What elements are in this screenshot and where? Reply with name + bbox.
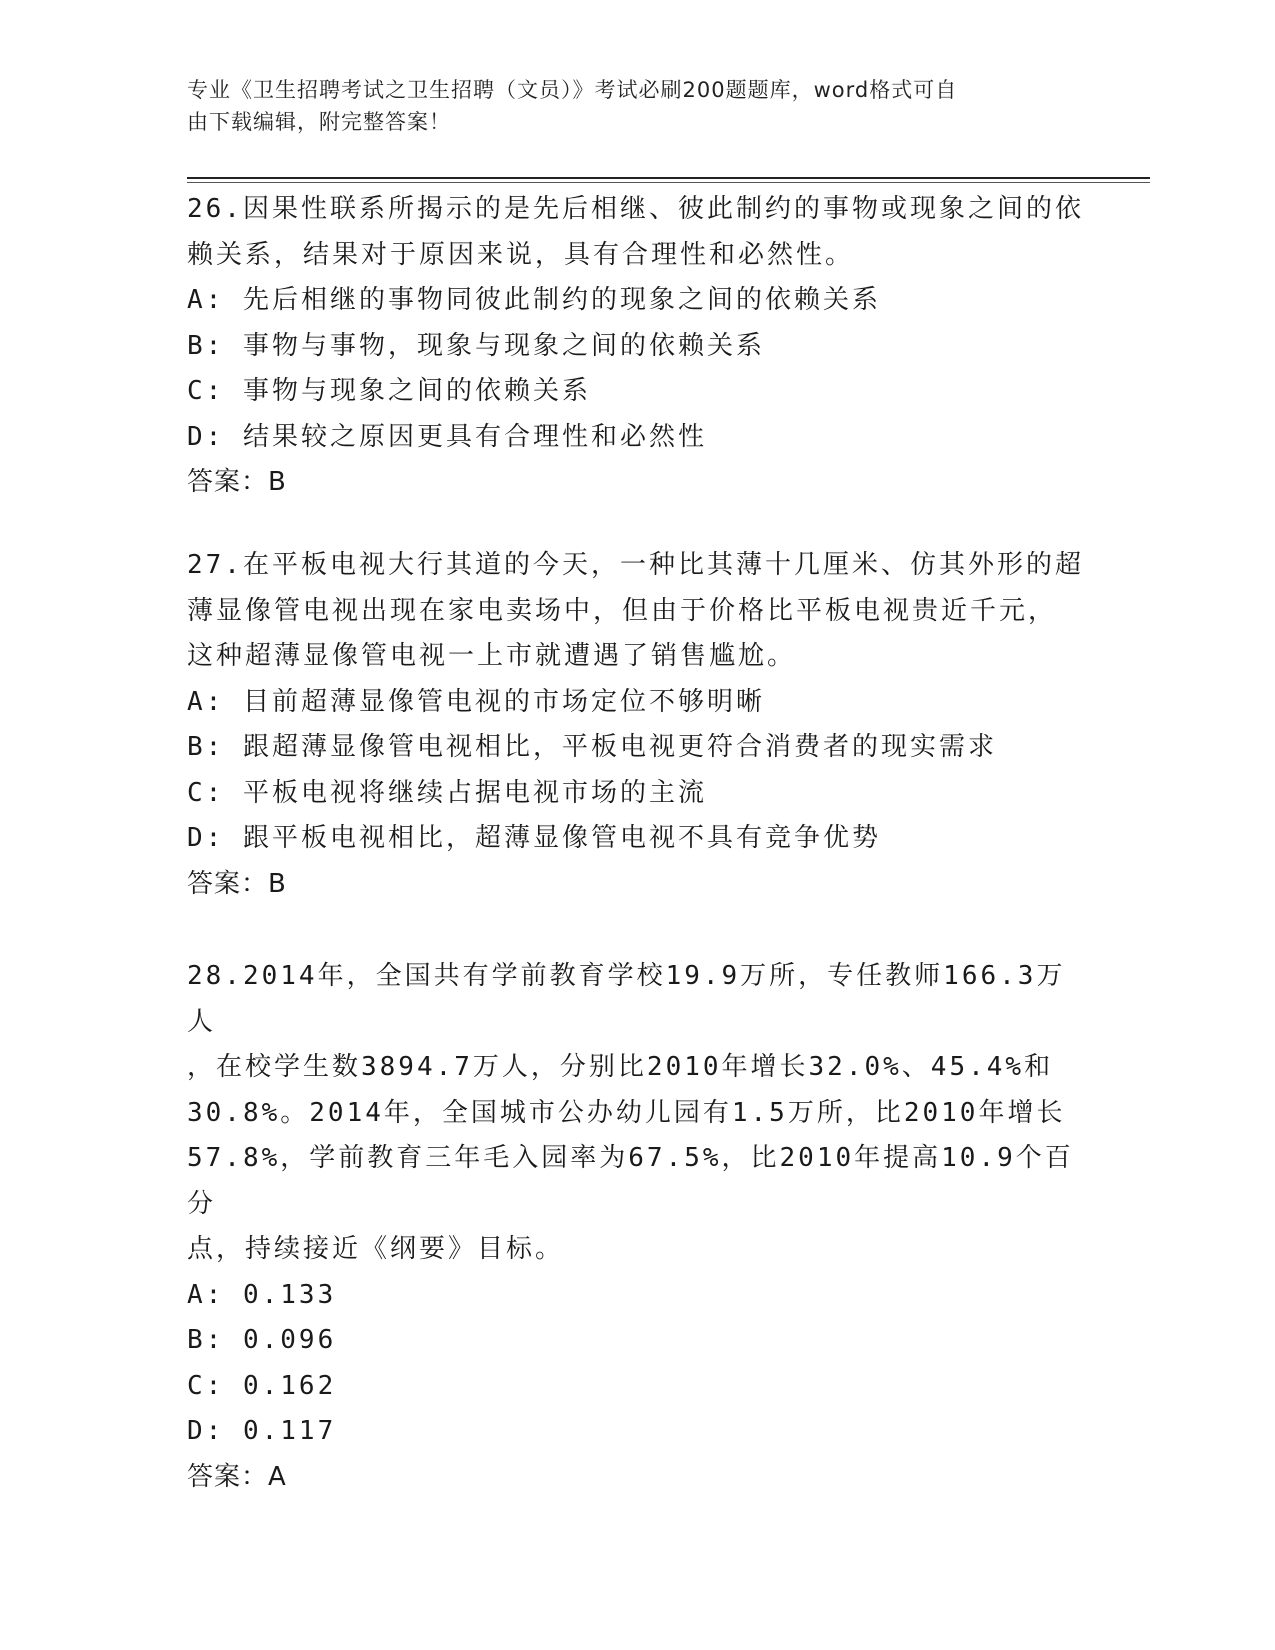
question-stem-line: 28.2014年，全国共有学前教育学校19.9万所，专任教师166.3万人 bbox=[187, 961, 1066, 1037]
option-b: B: 跟超薄显像管电视相比，平板电视更符合消费者的现实需求 bbox=[187, 732, 997, 762]
option-d: D: 0.117 bbox=[187, 1416, 337, 1446]
answer: 答案：B bbox=[187, 868, 287, 899]
question-stem-line: 27.在平板电视大行其道的今天，一种比其薄十几厘米、仿其外形的超 bbox=[187, 550, 1084, 580]
option-c: C: 0.162 bbox=[187, 1370, 337, 1401]
option-c: C: 平板电视将继续占据电视市场的主流 bbox=[187, 777, 707, 808]
answer: 答案：B bbox=[187, 467, 287, 497]
question-27 bbox=[187, 543, 1087, 907]
answer: 答案：A bbox=[187, 1461, 287, 1492]
option-d: D: 跟平板电视相比，超薄显像管电视不具有竞争优势 bbox=[187, 823, 881, 853]
option-d: D: 结果较之原因更具有合理性和必然性 bbox=[187, 421, 707, 452]
option-c: C: 事物与现象之间的依赖关系 bbox=[187, 376, 591, 406]
header-line-2: 由下载编辑，附完整答案！ bbox=[187, 110, 451, 134]
question-stem-line: ，在校学生数3894.7万人，分别比2010年增长32.0%、45.4%和 bbox=[187, 1052, 1054, 1082]
question-stem-line: 赖关系，结果对于原因来说，具有合理性和必然性。 bbox=[187, 239, 855, 270]
question-stem-line: 点，持续接近《纲要》目标。 bbox=[187, 1234, 565, 1264]
question-28 bbox=[187, 954, 1087, 1500]
header-line-1: 专业《卫生招聘考试之卫生招聘（文员）》考试必刷200题题库，word格式可自 bbox=[187, 78, 958, 102]
option-a: A: 0.133 bbox=[187, 1279, 337, 1310]
document-header bbox=[187, 74, 1067, 138]
header-divider-thick bbox=[187, 177, 1150, 179]
option-a: A: 目前超薄显像管电视的市场定位不够明晰 bbox=[187, 686, 765, 717]
question-stem-line: 57.8%，学前教育三年毛入园率为67.5%，比2010年提高10.9个百分 bbox=[187, 1143, 1074, 1219]
question-stem-line: 30.8%。2014年，全国城市公办幼儿园有1.5万所，比2010年增长 bbox=[187, 1097, 1066, 1128]
question-stem-line: 这种超薄显像管电视一上市就遭遇了销售尴尬。 bbox=[187, 641, 797, 671]
header-divider-thin bbox=[187, 182, 1150, 183]
option-b: B: 0.096 bbox=[187, 1325, 337, 1355]
question-26 bbox=[187, 187, 1087, 506]
option-a: A: 先后相继的事物同彼此制约的现象之间的依赖关系 bbox=[187, 285, 881, 315]
question-stem-line: 薄显像管电视出现在家电卖场中，但由于价格比平板电视贵近千元， bbox=[187, 595, 1058, 626]
question-stem-line: 26.因果性联系所揭示的是先后相继、彼此制约的事物或现象之间的依 bbox=[187, 194, 1084, 224]
option-b: B: 事物与事物，现象与现象之间的依赖关系 bbox=[187, 330, 765, 361]
